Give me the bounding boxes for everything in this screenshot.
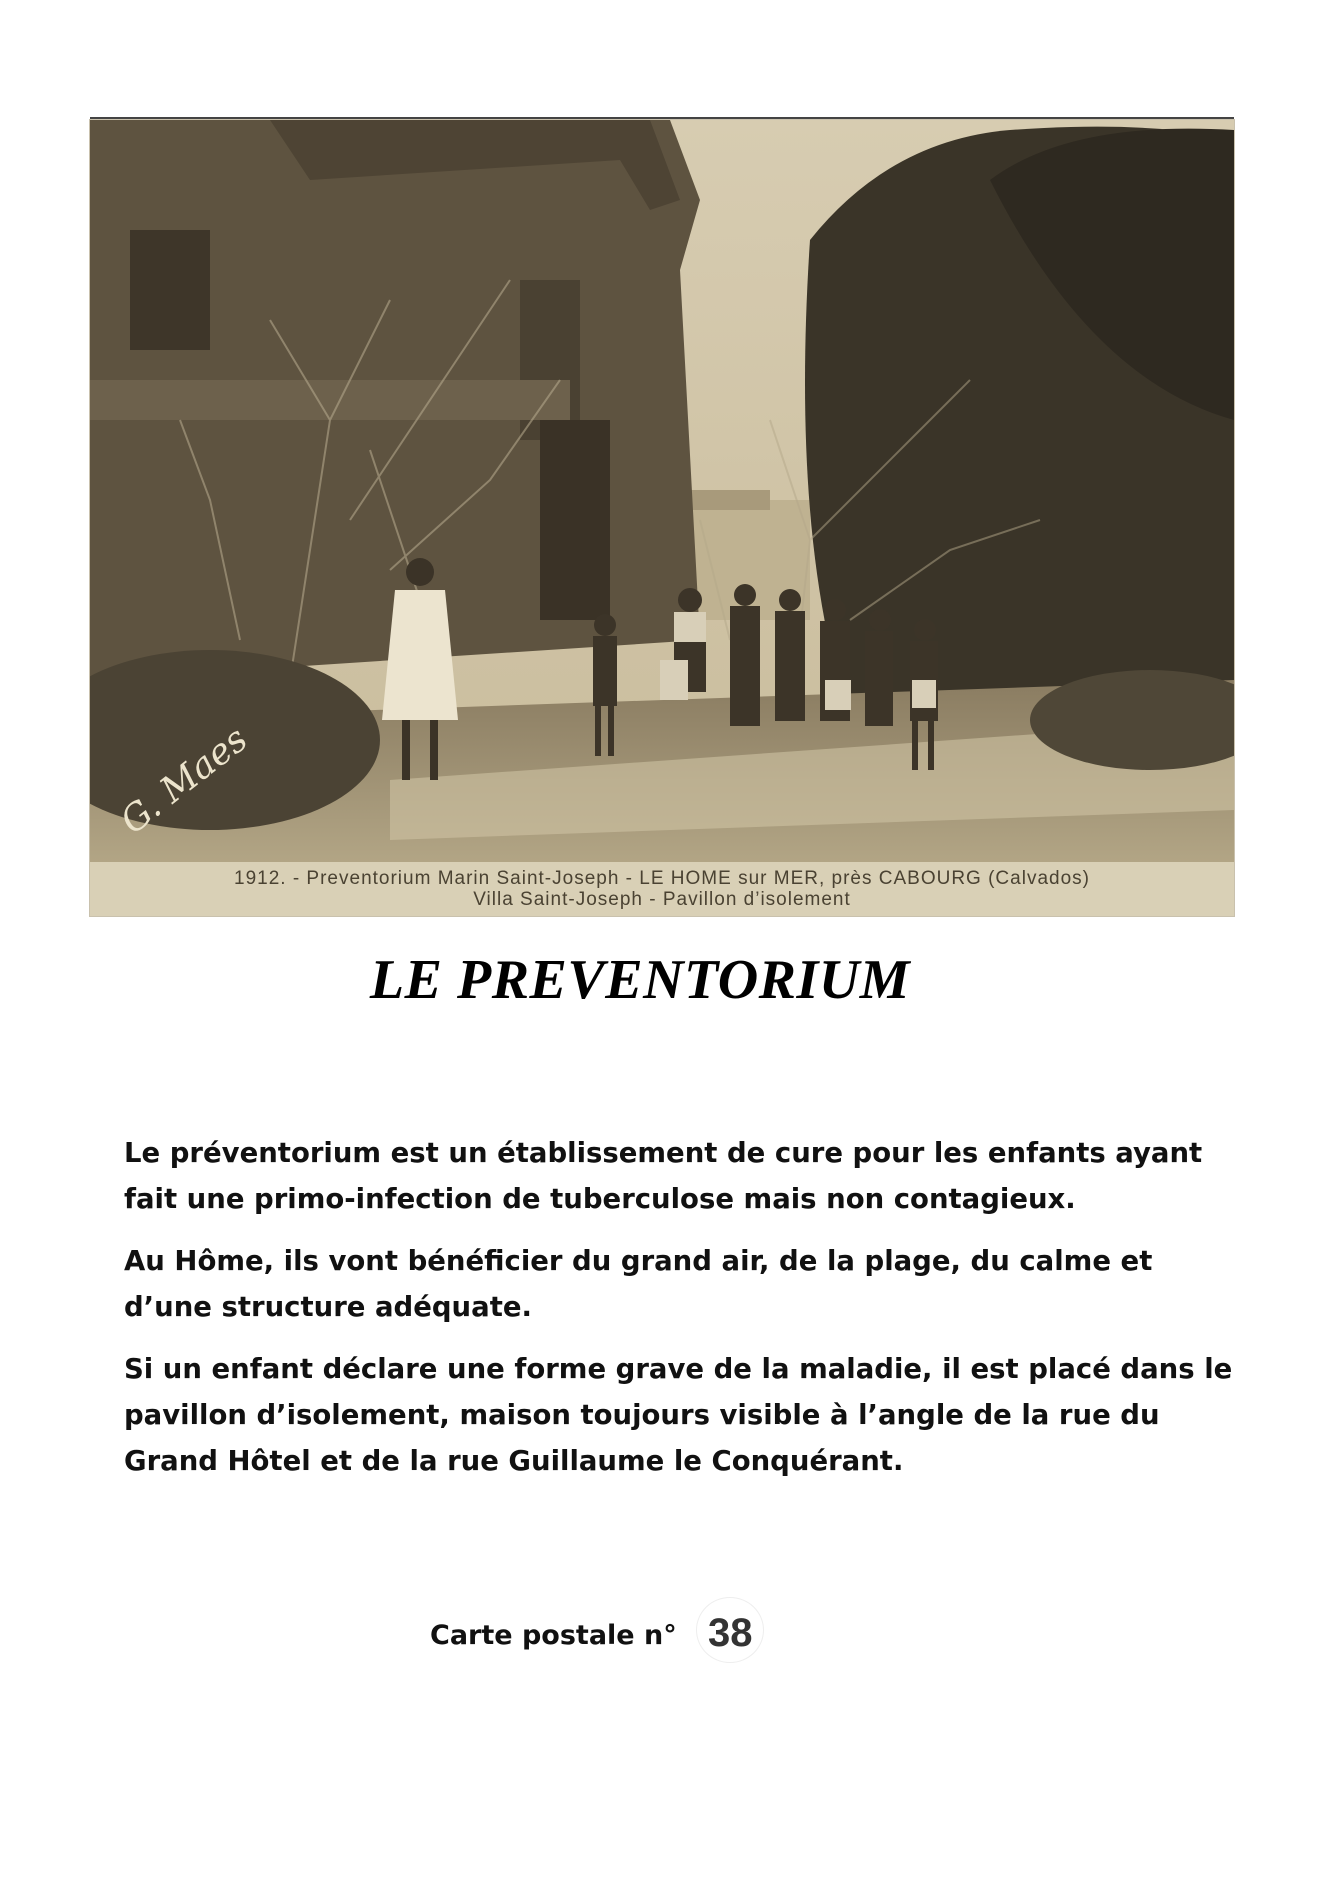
paragraph-1: Le préventorium est un établissement de cure pour les enfants ayant fait une primo-infection de tuberculose mais non contagieux. xyxy=(124,1137,1203,1215)
postcard-number-label: Carte postale n° xyxy=(430,1620,677,1651)
paragraph-2: Au Hôme, ils vont bénéficier du grand air, de la plage, du calme et d’une structure adéquate. xyxy=(124,1245,1153,1323)
postcard-caption xyxy=(90,862,1234,916)
caption-line-1: 1912. - Preventorium Marin Saint-Joseph - LE HOME sur MER, près CABOURG (Calvados) xyxy=(234,868,1090,889)
postcard-image xyxy=(90,120,1234,916)
body-text xyxy=(124,1130,1234,1500)
postcard-photo xyxy=(90,120,1234,862)
page-title: LE PREVENTORIUM xyxy=(369,949,911,1011)
photographer-signature: G. Maes xyxy=(113,718,256,843)
postcard-number: 38 xyxy=(708,1611,753,1655)
caption-line-2: Villa Saint-Joseph - Pavillon d’isolement xyxy=(473,889,851,910)
postcard-top-edge xyxy=(90,117,1234,119)
paragraph-3: Si un enfant déclare une forme grave de la maladie, il est placé dans le pavillon d’isolement, maison toujours visible à l’angle de la rue du Grand Hôtel et de la rue Guillaume le Conquérant. xyxy=(124,1353,1233,1477)
